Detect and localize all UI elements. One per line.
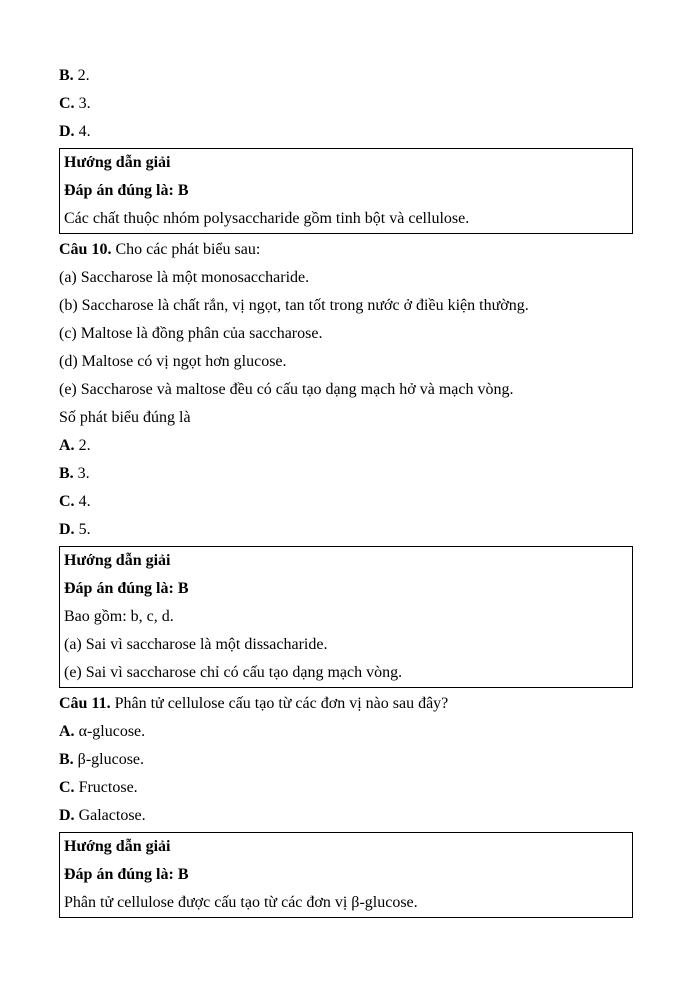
statement: (c) Maltose là đồng phân của saccharose.	[59, 325, 323, 342]
option-text: α-glucose.	[78, 723, 146, 740]
question-11-title	[59, 690, 633, 718]
option-text: 2.	[77, 67, 90, 84]
answer-option	[59, 488, 633, 516]
solution-answer: Đáp án đúng là: B	[64, 580, 189, 597]
option-text: Galactose.	[78, 807, 146, 824]
option-letter: C.	[59, 95, 75, 112]
option-text: 4.	[78, 493, 91, 510]
solution-heading: Hướng dẫn giải	[64, 552, 171, 569]
option-text: 4.	[78, 123, 91, 140]
statement: (e) Saccharose và maltose đều có cấu tạo dạng mạch hở và mạch vòng.	[59, 381, 514, 398]
solution-text: (a) Sai vì saccharose là một dissacharide.	[64, 636, 328, 653]
question-prompt: Số phát biểu đúng là	[59, 409, 191, 426]
answer-option	[59, 90, 633, 118]
answer-option	[59, 774, 633, 802]
option-letter: A.	[59, 723, 75, 740]
statement: (d) Maltose có vị ngọt hơn glucose.	[59, 353, 287, 370]
solution-box-q10	[59, 546, 633, 688]
option-letter: B.	[59, 67, 74, 84]
option-letter: B.	[59, 751, 74, 768]
solution-answer: Đáp án đúng là: B	[64, 182, 189, 199]
option-text: 3.	[78, 95, 91, 112]
option-text: 2.	[78, 437, 91, 454]
option-letter: B.	[59, 465, 74, 482]
solution-text: Phân tử cellulose được cấu tạo từ các đơn vị β-glucose.	[64, 894, 418, 911]
option-letter: C.	[59, 493, 75, 510]
option-letter: D.	[59, 123, 75, 140]
answer-option	[59, 746, 633, 774]
solution-box-q9	[59, 148, 633, 234]
solution-heading: Hướng dẫn giải	[64, 154, 171, 171]
solution-text: (e) Sai vì saccharose chỉ có cấu tạo dạng mạch vòng.	[64, 664, 403, 681]
option-text: Fructose.	[78, 779, 138, 796]
option-letter: A.	[59, 437, 75, 454]
question-number: Câu 11.	[59, 695, 111, 712]
answer-option	[59, 516, 633, 544]
question-10-title	[59, 236, 633, 264]
option-text: 3.	[77, 465, 90, 482]
answer-option	[59, 118, 633, 146]
solution-box-q11	[59, 832, 633, 918]
solution-text: Các chất thuộc nhóm polysaccharide gồm tinh bột và cellulose.	[64, 210, 470, 227]
solution-answer: Đáp án đúng là: B	[64, 866, 189, 883]
statement: (a) Saccharose là một monosaccharide.	[59, 269, 310, 286]
statement: (b) Saccharose là chất rắn, vị ngọt, tan tốt trong nước ở điều kiện thường.	[59, 297, 529, 314]
solution-text: Bao gồm: b, c, d.	[64, 608, 174, 625]
answer-option	[59, 718, 633, 746]
answer-option	[59, 460, 633, 488]
option-text: β-glucose.	[77, 751, 145, 768]
answer-option	[59, 62, 633, 90]
option-text: 5.	[78, 521, 91, 538]
option-letter: C.	[59, 779, 75, 796]
answer-option	[59, 432, 633, 460]
answer-option	[59, 802, 633, 830]
option-letter: D.	[59, 521, 75, 538]
option-letter: D.	[59, 807, 75, 824]
question-text: Cho các phát biểu sau:	[115, 241, 261, 258]
question-number: Câu 10.	[59, 241, 112, 258]
question-text: Phân tử cellulose cấu tạo từ các đơn vị nào sau đây?	[114, 695, 449, 712]
solution-heading: Hướng dẫn giải	[64, 838, 171, 855]
